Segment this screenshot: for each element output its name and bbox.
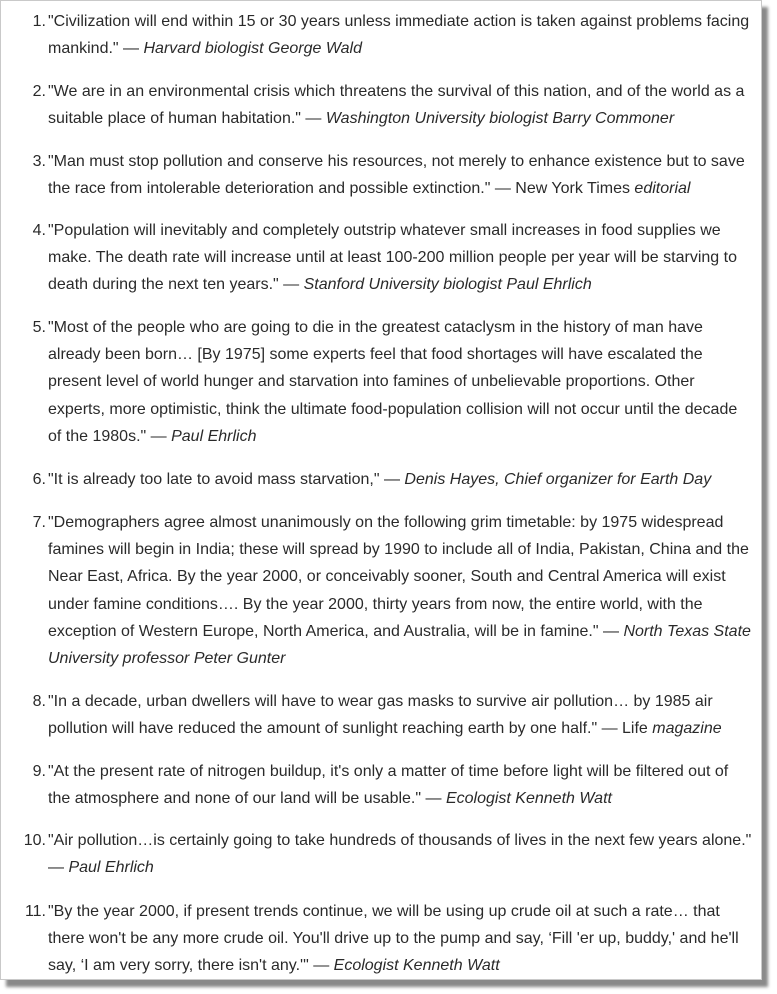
quote-body [48, 217, 754, 299]
quote-body [48, 509, 754, 672]
quote-body [48, 8, 754, 62]
attribution-dash: — [48, 859, 69, 877]
quote-text: "In a decade, urban dwellers will have to wear gas masks to survive air pollution… by 1985 air pollution will have reduced the amount of sunlight reaching earth by one half." [48, 693, 713, 738]
attribution: Ecologist Kenneth Watt [445, 790, 612, 808]
quote-text: "Population will inevitably and completely outstrip whatever small increases in food supplies we make. The death rate will increase until at least 100-200 million people per year will be starving to death during the next ten years." [48, 222, 737, 294]
attribution: Ecologist Kenneth Watt [333, 957, 500, 975]
item-number: 8. [32, 693, 46, 710]
attribution: Paul Ehrlich [68, 859, 154, 877]
item-number: 4. [32, 222, 46, 239]
item-number: 6. [32, 471, 46, 488]
attribution: Denis Hayes, Chief organizer for Earth Day [404, 471, 712, 488]
quote-text: "At the present rate of nitrogen buildup, it's only a matter of time before light will be filtered out of the atmosphere and none of our land will be usable." [48, 763, 729, 808]
attribution-dash: — [598, 622, 624, 640]
quote-text: "Civilization will end within 15 or 30 years unless immediate action is taken against problems facing mankind." [48, 13, 750, 58]
attribution: Washington University biologist Barry Commoner [325, 110, 675, 128]
attribution-dash: — [278, 276, 304, 294]
attribution-dash: — [300, 110, 326, 128]
item-number: 2. [32, 83, 46, 100]
item-number: 9. [32, 763, 46, 780]
item-number: 1. [32, 13, 46, 30]
quote-body [48, 314, 754, 450]
quote-text: "By the year 2000, if present trends continue, we will be using up crude oil at such a rate… that there won't be any more crude oil. You'll drive up to the pump and say, ‘Fill 'er up, buddy,' and he'll say, ‘I am very sorry, there isn't any.'" [48, 903, 739, 975]
attribution-dash: — [379, 471, 405, 488]
attribution-dash: — [597, 720, 623, 738]
item-number: 10. [23, 832, 46, 849]
quote-body [48, 758, 754, 812]
quote-body [48, 688, 754, 742]
attribution: magazine [652, 720, 722, 738]
attribution: Stanford University biologist Paul Ehrlich [303, 276, 592, 294]
quote-body [48, 148, 754, 202]
attribution-dash: — [118, 40, 144, 58]
quote-body [48, 466, 754, 493]
attribution-dash: — [421, 790, 446, 808]
quote-text: "Man must stop pollution and conserve his resources, not merely to enhance existence but to save the race from intolerable deterioration and possible extinction." [48, 153, 745, 198]
quote-body [48, 898, 754, 980]
quote-body [48, 827, 754, 881]
item-number: 3. [32, 153, 46, 170]
attribution-dash: — [308, 957, 334, 975]
attribution-dash: — [490, 180, 516, 198]
attribution: Harvard biologist George Wald [143, 40, 362, 58]
quote-text: "Demographers agree almost unanimously on the following grim timetable: by 1975 widespread famines will begin in India; these will spread by 1990 to include all of India, Pakistan, China and the Near East, Africa. By the year 2000, or conceivably sooner, South and Central America will exist under famine conditions…. By the year 2000, thirty years from now, the entire world, with the exception of Western Europe, North America, and Australia, will be in famine." [48, 514, 749, 640]
item-number: 5. [32, 319, 46, 336]
quote-body [48, 78, 754, 132]
quote-text: "It is already too late to avoid mass starvation," [48, 471, 380, 488]
quote-text: "Air pollution…is certainly going to take hundreds of thousands of lives in the next few years alone." [48, 832, 752, 849]
attribution: Paul Ehrlich [171, 427, 257, 445]
attribution-dash: — [146, 427, 172, 445]
quote-text: "We are in an environmental crisis which threatens the survival of this nation, and of the world as a suitable place of human habitation." [48, 83, 745, 128]
attribution-prefix: New York Times [515, 180, 635, 198]
item-number: 11. [24, 903, 46, 920]
quote-text: "Most of the people who are going to die in the greatest cataclysm in the history of man have already been born… [By 1975] some experts feel that food shortages will have escalated the present level of world hunger and starvation into famines of unbelievable proportions. Other experts, more optimistic, think the ultimate food-population collision will not occur until the decade of the 1980s." [48, 319, 738, 445]
attribution: editorial [634, 180, 691, 198]
item-number: 7. [32, 514, 46, 531]
attribution-prefix: Life [622, 720, 653, 738]
attribution: North Texas State University professor Peter Gunter [48, 622, 751, 668]
